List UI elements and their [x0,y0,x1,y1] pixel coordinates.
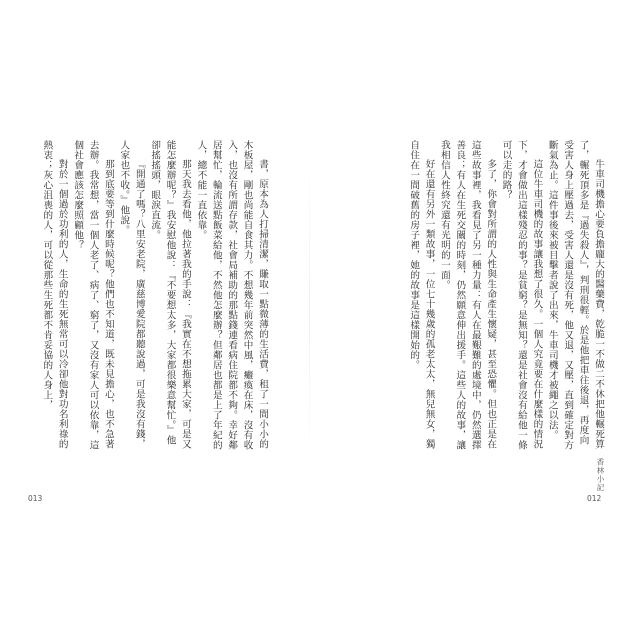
paragraph: 那天我去看他，他拉著我的手說：『我實在不想拖累大家，可是又能怎麼辦呢？』我安慰他說：『不要想太多，大家都很樂意幫忙。』他卻搖搖頭，眼淚直流。 [149,140,191,450]
paragraph: 對於一個過於功利的人，生命的生死無常可以冷卻他對功名利祿的熱衷；灰心沮喪的人，可以從那些生死都不肯妥協的人身上， [41,140,68,450]
right-page [310,0,620,620]
paragraph: 好在還有另外一類故事，一位七十幾歲的孤老太太，無兒無女，獨自住在一間破舊的房子裡，她的故事是這樣開始的。 [408,140,435,450]
left-page-body [8,140,270,455]
paragraph: 多了，你會對所謂的人性與生命產生懷疑，甚至恐懼。但也正是在這些故事裡，我看見了另一種力量：有人在最艱難的處境中，仍然選擇善良；有人在生死交關的時刻，仍然願意伸出援手。這些人的故事，讓我相信人性終究還有光明的一面。 [438,140,497,450]
paragraph: 那到底要等到什麼時候呢？他們也不知道，既未見擔心，也不急著去辦。我常想，當一個人老了、病了、窮了，又沒有家人可以依靠，這個社會應該怎麼照顧他？ [72,140,114,450]
paragraph: 書，原本為人打掃清潔，賺取一點微薄的生活費，租了一間小小的木板屋，剛也尚能自食其力。不想幾年前突然中風，癱瘓在床，沒有收入，也沒有所謂存款，社會局補助的那點錢連看病住院都不夠。幸好鄰居幫忙，輪流送點飯菜給他，不然他怎麼辦？但鄰居也都是上了年紀的人，總不能一直依靠。 [195,140,268,450]
page-number-left: 013 [28,494,43,503]
running-head: 香林小記 [596,458,605,492]
paragraph: 這位牛車司機的故事讓我想了很久。一個人究竟要在什麼樣的情況下，才會做出這樣殘忍的事？是貧窮？是無知？還是社會沒有給他一條可以走的路？ [500,140,543,450]
right-page-body [350,140,606,455]
page-number-right: 012 [587,494,602,503]
paragraph: 牛車司機擔心要負擔龐大的醫藥費，乾脆一不做二不休把他輾死算了，輾死頂多是『過失殺人』，判刑很輕。於是他把車往後退，再度向受害人身上壓過去，受害人還是沒有死，他又退，又壓，直到確定對方斷氣為止。這件事後來被目擊者說了出來，牛車司機才被繩之以法。 [546,140,604,450]
paragraph: 『開通了嗎？八里安老院，廣慈博愛院都聽說過，可是我沒有錢，人家也不收。』他說。 [118,140,145,450]
